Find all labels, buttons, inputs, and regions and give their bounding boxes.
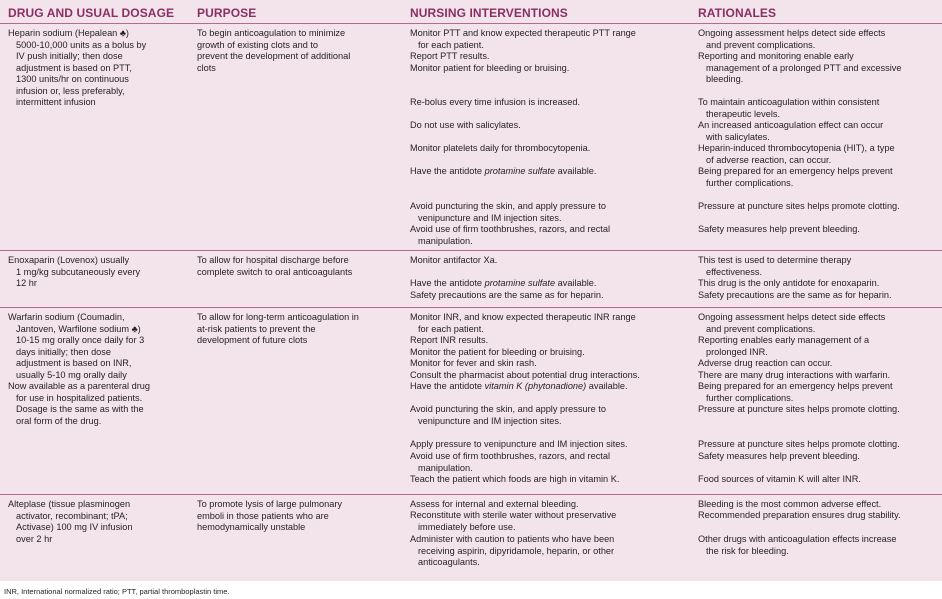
rationale-line: To maintain anticoagulation within consistent <box>698 97 880 107</box>
nursing-intervention <box>410 255 497 267</box>
rationale-line: effectiveness. <box>706 266 763 277</box>
footnote <box>4 587 230 596</box>
rationale-line: Other drugs with anticoagulation effects increase <box>698 534 897 544</box>
row-divider <box>0 494 942 495</box>
nursing-intervention-line: Have the antidote vitamin K (phytonadione) available. <box>410 381 628 391</box>
header-rationales: RATIONALES <box>698 6 777 20</box>
rationale <box>698 278 879 290</box>
drug-dosage-cell-line: 5000-10,000 units as a bolus by <box>16 39 147 50</box>
nursing-intervention <box>410 474 619 486</box>
rationale-line: Being prepared for an emergency helps prevent <box>698 381 893 391</box>
purpose-cell-line: To promote lysis of large pulmonary <box>197 499 343 509</box>
nursing-intervention-line: Monitor for fever and skin rash. <box>410 358 537 368</box>
nursing-intervention <box>410 120 521 132</box>
drug-dosage-cell-line: 1 mg/kg subcutaneously every <box>16 266 141 277</box>
nursing-intervention-line: Monitor platelets daily for thrombocytopenia. <box>410 143 591 153</box>
purpose-cell-line: prevent the development of additional <box>197 51 351 61</box>
rationale <box>698 166 893 189</box>
drug-dosage-cell-line: Dosage is the same as with the <box>16 404 144 414</box>
header-purpose: PURPOSE <box>197 6 257 20</box>
nursing-intervention-line: anticoagulants. <box>418 557 480 567</box>
nursing-intervention <box>410 290 604 302</box>
drug-dosage-cell-line: infusion or, less preferably, <box>16 85 125 96</box>
rationale <box>698 28 885 51</box>
rationale <box>698 201 900 213</box>
rationale-line: This drug is the only antidote for enoxaparin. <box>698 278 880 288</box>
nursing-intervention <box>410 404 606 427</box>
nursing-intervention-line: Avoid puncturing the skin, and apply pressure to <box>410 404 606 414</box>
purpose-cell <box>197 312 359 347</box>
nursing-intervention-line: Avoid puncturing the skin, and apply pressure to <box>410 201 606 211</box>
rationale <box>698 499 881 511</box>
drug-dosage-cell-line: Jantoven, Warfilone sodium ♣) <box>16 323 141 334</box>
rationale <box>698 51 901 86</box>
nursing-intervention-line: venipuncture and IM injection sites. <box>418 212 562 223</box>
nursing-intervention <box>410 201 606 224</box>
nursing-intervention <box>410 28 636 51</box>
nursing-intervention <box>410 358 537 370</box>
rationale-line: bleeding. <box>706 74 744 84</box>
nursing-intervention-line: Avoid use of firm toothbrushes, razors, and rectal <box>410 451 611 461</box>
nursing-intervention-line: Do not use with salicylates. <box>410 120 521 130</box>
row-divider <box>0 307 942 308</box>
purpose-cell-line: complete switch to oral anticoagulants <box>197 266 353 277</box>
rationale-line: This test is used to determine therapy <box>698 255 852 265</box>
rationale-line: Recommended preparation ensures drug stability. <box>698 510 901 520</box>
purpose-cell-line: growth of existing clots and to <box>197 39 319 50</box>
purpose-cell-line: emboli in those patients who are <box>197 510 329 521</box>
drug-dosage-cell-line: usually 5-10 mg orally daily <box>16 369 127 380</box>
purpose-cell-line: clots <box>197 62 216 73</box>
rationale-line: Safety precautions are the same as for heparin. <box>698 290 892 300</box>
rationale-line: Safety measures help prevent bleeding. <box>698 451 860 461</box>
drug-dosage-cell-line: Warfarin sodium (Coumadin, <box>8 312 125 322</box>
drug-dosage-cell-line: Alteplase (tissue plasminogen <box>8 499 131 509</box>
row-divider <box>0 250 942 251</box>
purpose-cell <box>197 499 342 534</box>
purpose-cell-line: development of future clots <box>197 335 308 345</box>
rationale-line: Ongoing assessment helps detect side effects <box>698 28 886 38</box>
nursing-intervention <box>410 224 610 247</box>
drug-dosage-cell-line: for use in hospitalized patients. <box>16 392 143 403</box>
nursing-intervention <box>410 499 579 511</box>
rationale-line: management of a prolonged PTT and excessive <box>706 62 902 73</box>
nursing-intervention-line: Have the antidote protamine sulfate available. <box>410 166 597 176</box>
header-nursing-interventions: NURSING INTERVENTIONS <box>410 6 568 20</box>
rationale-line: Reporting and monitoring enable early <box>698 51 854 61</box>
drug-dosage-cell <box>8 28 146 109</box>
nursing-intervention-line: immediately before use. <box>418 521 516 532</box>
drug-dosage-cell-line: activator, recombinant; tPA; <box>16 510 128 521</box>
rationale <box>698 534 897 557</box>
nursing-intervention <box>410 97 580 109</box>
nursing-intervention-line: Monitor INR, and know expected therapeutic INR range <box>410 312 636 322</box>
drug-dosage-cell-line: adjustment is based on INR, <box>16 358 132 368</box>
rationale-line: Heparin-induced thrombocytopenia (HIT), a type <box>698 143 895 153</box>
rationale-line: further complications. <box>706 177 794 188</box>
nursing-intervention-line: Re-bolus every time infusion is increased. <box>410 97 581 107</box>
drug-dosage-cell-line: 12 hr <box>16 278 37 288</box>
rationale <box>698 143 895 166</box>
nursing-intervention-line: Monitor PTT and know expected therapeutic PTT range <box>410 28 636 38</box>
drug-dosage-cell <box>8 255 140 290</box>
rationale-line: further complications. <box>706 392 794 403</box>
nursing-intervention <box>410 381 628 393</box>
drug-dosage-cell-line: oral form of the drug. <box>16 415 102 426</box>
purpose-cell-line: To allow for long-term anticoagulation in <box>197 312 359 322</box>
nursing-intervention <box>410 312 636 335</box>
purpose-cell-line: hemodynamically unstable <box>197 522 306 532</box>
drug-dosage-cell-line: over 2 hr <box>16 533 53 544</box>
rationale-line: therapeutic levels. <box>706 108 781 119</box>
rationale-line: prolonged INR. <box>706 346 768 357</box>
nursing-intervention-line: Report PTT results. <box>410 51 490 61</box>
drug-dosage-cell-line: Activase) 100 mg IV infusion <box>16 522 133 532</box>
rationale-line: with salicylates. <box>706 131 770 142</box>
rationale <box>698 381 893 404</box>
nursing-intervention <box>410 166 596 178</box>
purpose-cell-line: To begin anticoagulation to minimize <box>197 28 346 38</box>
rationale-line: Being prepared for an emergency helps prevent <box>698 166 893 176</box>
drug-dosage-cell-line: Now available as a parenteral drug <box>8 381 150 391</box>
nursing-intervention-line: Assess for internal and external bleeding. <box>410 499 579 509</box>
nursing-intervention-line: venipuncture and IM injection sites. <box>418 415 562 426</box>
drug-dosage-cell-line: IV push initially; then dose <box>16 51 123 61</box>
rationale-line: of adverse reaction, can occur. <box>706 154 832 165</box>
footnote-text: INR, International normalized ratio; PTT, partial thromboplastin time. <box>4 587 230 596</box>
rationale <box>698 510 901 522</box>
drug-dosage-cell <box>8 312 150 427</box>
rationale-line: Food sources of vitamin K will alter INR. <box>698 474 861 484</box>
nursing-intervention <box>410 51 569 74</box>
rationale-line: and prevent complications. <box>706 39 816 50</box>
nursing-intervention <box>410 278 596 290</box>
purpose-cell <box>197 28 350 74</box>
drug-dosage-cell-line: 1300 units/hr on continuous <box>16 74 129 84</box>
nursing-intervention-line: Monitor antifactor Xa. <box>410 255 498 265</box>
nursing-intervention <box>410 510 616 533</box>
drug-dosage-cell-line: Enoxaparin (Lovenox) usually <box>8 255 130 265</box>
nursing-intervention-line: Teach the patient which foods are high in vitamin K. <box>410 474 620 484</box>
purpose-cell <box>197 255 352 278</box>
rationale <box>698 335 869 358</box>
nursing-intervention <box>410 335 585 358</box>
nursing-intervention-line: manipulation. <box>418 235 473 246</box>
rationale <box>698 439 900 451</box>
drug-dosage-cell-line: Heparin sodium (Hepalean ♣) <box>8 28 129 38</box>
nursing-intervention <box>410 370 640 382</box>
nursing-intervention-line: Safety precautions are the same as for heparin. <box>410 290 604 300</box>
nursing-intervention <box>410 143 590 155</box>
nursing-intervention <box>410 451 610 474</box>
rationale <box>698 290 892 302</box>
nursing-intervention-line: for each patient. <box>418 323 484 334</box>
rationale-line: and prevent complications. <box>706 323 816 334</box>
rationale-line: Ongoing assessment helps detect side effects <box>698 312 886 322</box>
rationale-line: Pressure at puncture sites helps promote clotting. <box>698 404 900 414</box>
nursing-intervention-line: Have the antidote protamine sulfate available. <box>410 278 597 288</box>
nursing-intervention-line: Avoid use of firm toothbrushes, razors, and rectal <box>410 224 611 234</box>
rationale-line: Pressure at puncture sites helps promote clotting. <box>698 439 900 449</box>
rationale-line: Safety measures help prevent bleeding. <box>698 224 860 234</box>
header-drug-dosage: DRUG AND USUAL DOSAGE <box>8 6 175 20</box>
rationale <box>698 404 900 416</box>
rationale <box>698 97 879 120</box>
nursing-intervention-line: Consult the pharmacist about potential drug interactions. <box>410 370 640 380</box>
purpose-cell-line: at-risk patients to prevent the <box>197 323 316 334</box>
nursing-intervention <box>410 534 614 569</box>
rationale-line: the risk for bleeding. <box>706 545 789 556</box>
header-rule <box>0 23 942 24</box>
rationale <box>698 474 861 486</box>
drug-dosage-cell-line: days initially; then dose <box>16 346 111 357</box>
drug-dosage-cell <box>8 499 132 545</box>
purpose-cell-line: To allow for hospital discharge before <box>197 255 349 265</box>
nursing-intervention-line: receiving aspirin, dipyridamole, heparin, or other <box>418 545 615 556</box>
rationale <box>698 224 860 236</box>
rationale-line: There are many drug interactions with warfarin. <box>698 370 890 380</box>
nursing-intervention-line: manipulation. <box>418 462 473 473</box>
nursing-intervention-line: Apply pressure to venipuncture and IM injection sites. <box>410 439 628 449</box>
nursing-intervention-line: Reconstitute with sterile water without preservative <box>410 510 617 520</box>
rationale <box>698 358 832 370</box>
nursing-intervention-line: Report INR results. <box>410 335 489 345</box>
rationale-line: An increased anticoagulation effect can occur <box>698 120 884 130</box>
rationale-line: Adverse drug reaction can occur. <box>698 358 833 368</box>
nursing-intervention <box>410 439 628 451</box>
rationale-line: Reporting enables early management of a <box>698 335 870 345</box>
rationale-line: Pressure at puncture sites helps promote clotting. <box>698 201 900 211</box>
nursing-intervention-line: Monitor patient for bleeding or bruising. <box>410 62 570 73</box>
nursing-intervention-line: Monitor the patient for bleeding or bruising. <box>410 346 585 357</box>
rationale <box>698 451 860 463</box>
rationale-line: Bleeding is the most common adverse effect. <box>698 499 882 509</box>
rationale <box>698 312 885 335</box>
drug-dosage-cell-line: 10-15 mg orally once daily for 3 <box>16 335 145 345</box>
drug-dosage-cell-line: intermittent infusion <box>16 97 96 107</box>
rationale <box>698 120 883 143</box>
drug-dosage-cell-line: adjustment is based on PTT, <box>16 62 132 73</box>
nursing-intervention-line: for each patient. <box>418 39 484 50</box>
nursing-intervention-line: Administer with caution to patients who have been <box>410 534 615 544</box>
rationale <box>698 255 851 278</box>
rationale <box>698 370 890 382</box>
